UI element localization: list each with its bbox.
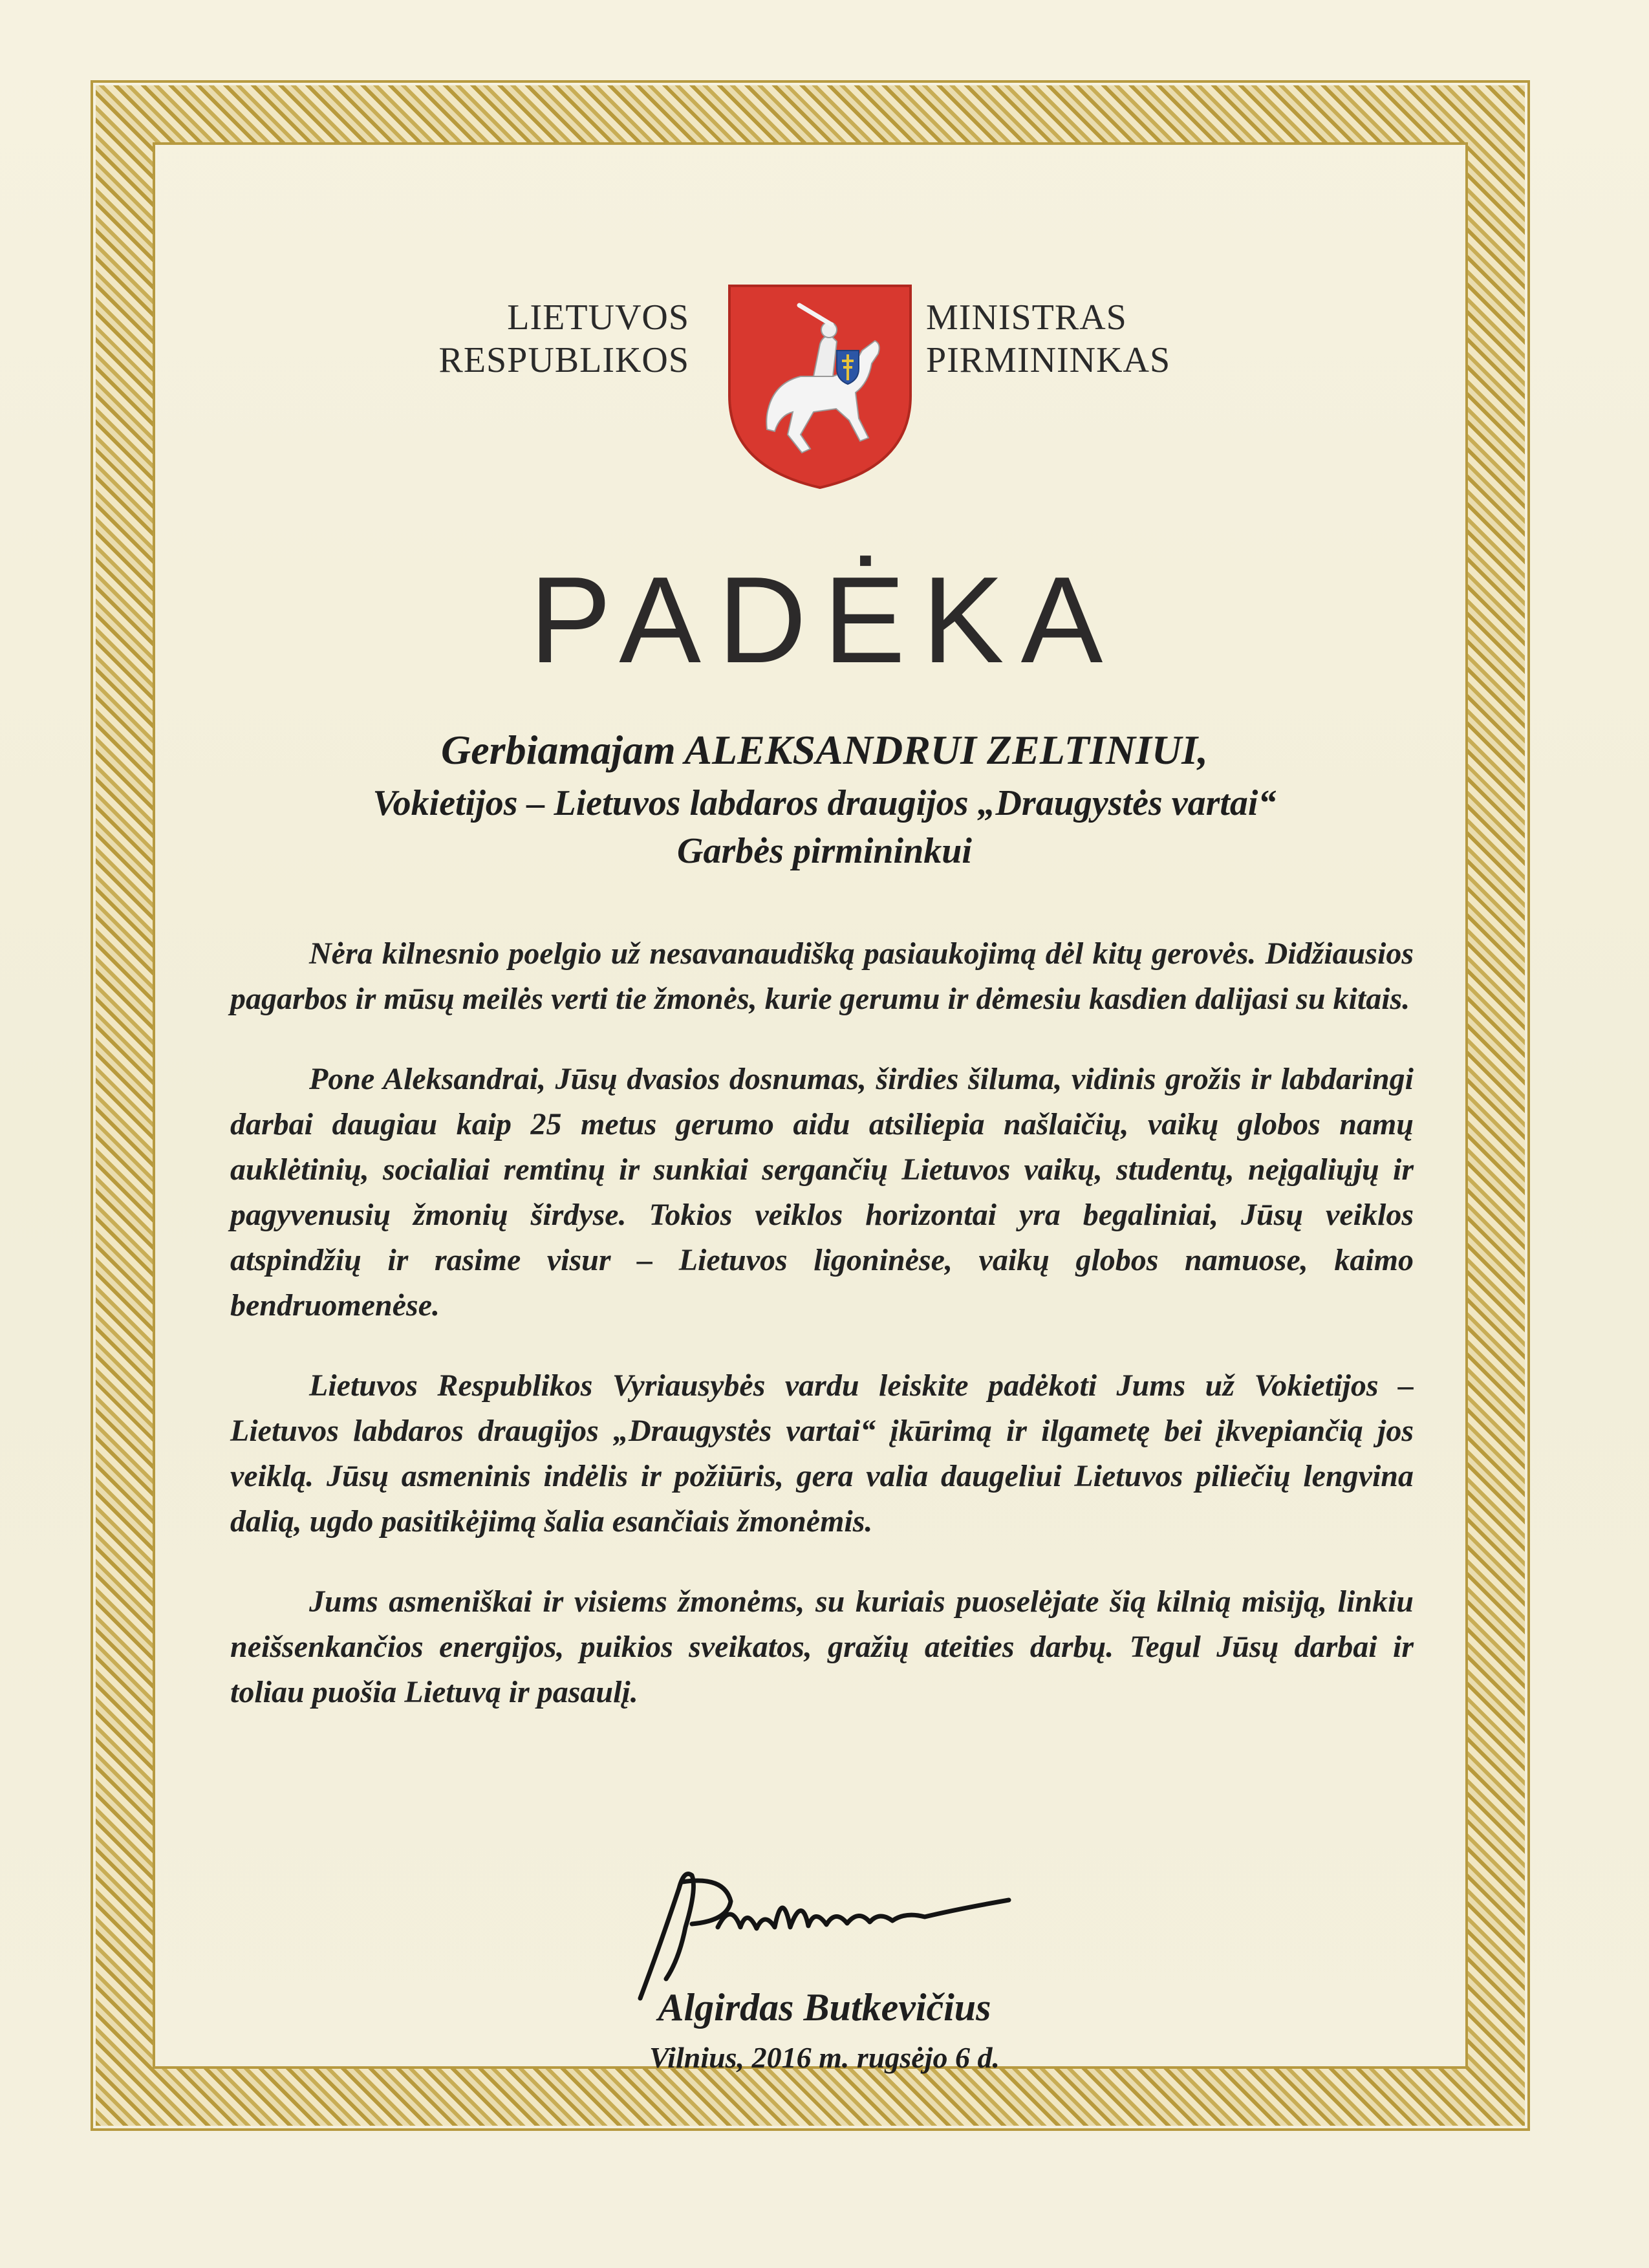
- recipient-block: [0, 721, 1649, 875]
- header-issuer-left: [388, 296, 689, 382]
- recipient-name: Gerbiamajam ALEKSANDRUI ZELTINIUI,: [441, 727, 1208, 773]
- coat-of-arms-icon: [723, 279, 917, 493]
- letter-body: [230, 931, 1414, 1750]
- paragraph: Pone Aleksandrai, Jūsų dvasios dosnumas, širdies šiluma, vidinis grožis ir labdaringi darbai daugiau kaip 25 metus gerumo aidu atsiliepia našlaičių, vaikų globos namų auklėtinių, socialiai remtinų ir sunkiai sergančių Lietuvos vaikų, studentų, neįgaliųjų ir pagyvenusių žmonių širdyse. Tokios veiklos horizontai yra begaliniai, Jūsų veiklos atspindžių ir rasime visur – Lietuvos ligoninėse, vaikų globos namuose, kaimo bendruomenėse.: [230, 1062, 1414, 1323]
- header-right-line2: PIRMININKAS: [926, 340, 1171, 380]
- header-issuer-right: [926, 296, 1262, 382]
- document-title: PADĖKA: [529, 552, 1120, 689]
- recipient-role: Garbės pirmininkui: [677, 831, 972, 871]
- paragraph: Lietuvos Respublikos Vyriausybės vardu leiskite padėkoti Jums už Vokietijos – Lietuvos labdaros draugijos „Draugystės vartai“ įkūrimą ir ilgametę bei įkvepiančią jos veiklą. Jūsų asmeninis indėlis ir požiūris, gera valia daugeliui Lietuvos piliečių lengvina dalią, ugdo pasitikėjimą šalia esančiais žmonėmis.: [230, 1368, 1414, 1539]
- recipient-organization: Vokietijos – Lietuvos labdaros draugijos „Draugystės vartai“: [372, 783, 1277, 823]
- header-right-line1: MINISTRAS: [926, 297, 1127, 338]
- header-left-line1: LIETUVOS: [507, 297, 689, 338]
- paragraph: Nėra kilnesnio poelgio už nesavanaudišką pasiaukojimą dėl kitų gerovės. Didžiausios pagarbos ir mūsų meilės verti tie žmonės, kurie gerumu ir dėmesiu kasdien dalijasi su kitais.: [230, 936, 1414, 1016]
- header-left-line2: RESPUBLIKOS: [438, 340, 689, 380]
- signer-name: Algirdas Butkevičius: [658, 1986, 991, 2029]
- paragraph: Jums asmeniškai ir visiems žmonėms, su kuriais puoselėjate šią kilnią misiją, linkiu neišsenkančios energijos, puikios sveikatos, gražių ateities darbų. Tegul Jūsų darbai ir toliau puošia Lietuvą ir pasaulį.: [230, 1584, 1414, 1709]
- place-and-date: Vilnius, 2016 m. rugsėjo 6 d.: [649, 2041, 1000, 2074]
